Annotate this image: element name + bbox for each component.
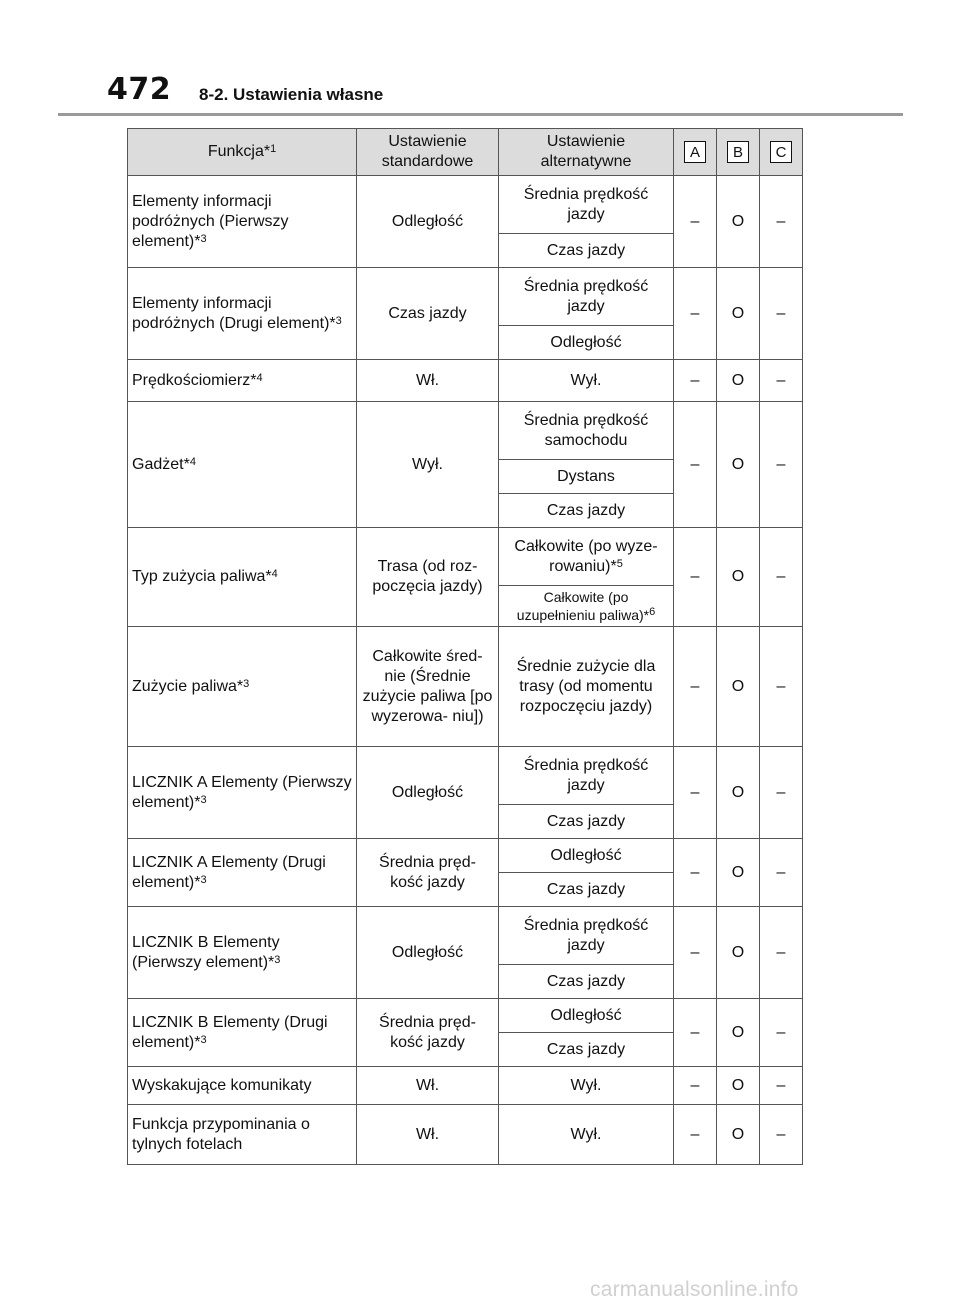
- header-function: Funkcja*$^1$: [128, 129, 357, 176]
- alternative-setting-cell: Średnia prędkość jazdy: [499, 176, 674, 234]
- label-c-icon: C: [770, 141, 792, 163]
- mark-cell-a: –: [674, 1067, 717, 1105]
- function-cell: Prędkościomierz*$^4$: [128, 360, 357, 402]
- label-a-icon: A: [684, 141, 706, 163]
- mark-cell-b: O: [717, 1067, 760, 1105]
- mark-cell-c: –: [760, 402, 803, 528]
- default-setting-cell: Odległość: [357, 907, 499, 999]
- mark-cell-c: –: [760, 268, 803, 360]
- page-number: 472: [107, 72, 172, 107]
- section-title: 8-2. Ustawienia własne: [199, 85, 384, 104]
- header-rule: [58, 113, 903, 116]
- table-row: [128, 402, 803, 460]
- mark-cell-a: –: [674, 176, 717, 268]
- alternative-setting-cell: Średnia prędkość samochodu: [499, 402, 674, 460]
- table-row: [128, 907, 803, 965]
- header-default-setting: Ustawienie standardowe: [357, 129, 499, 176]
- mark-cell-a: –: [674, 360, 717, 402]
- mark-cell-c: –: [760, 360, 803, 402]
- default-setting-cell: Średnia pręd- kość jazdy: [357, 999, 499, 1067]
- alternative-setting-cell: Wył.: [499, 360, 674, 402]
- function-cell: Elementy informacji podróżnych (Pierwszy element)*$^3$: [128, 176, 357, 268]
- alternative-setting-cell: Średnia prędkość jazdy: [499, 907, 674, 965]
- mark-cell-c: –: [760, 747, 803, 839]
- function-cell: LICZNIK A Elementy (Pierwszy element)*$^3$: [128, 747, 357, 839]
- function-cell: Elementy informacji podróżnych (Drugi element)*$^3$: [128, 268, 357, 360]
- watermark: carmanualsonline.info: [590, 1278, 799, 1301]
- default-setting-cell: Wł.: [357, 1105, 499, 1165]
- default-setting-cell: Odległość: [357, 747, 499, 839]
- alternative-setting-cell: Czas jazdy: [499, 965, 674, 999]
- default-setting-cell: Czas jazdy: [357, 268, 499, 360]
- mark-cell-b: O: [717, 402, 760, 528]
- default-setting-cell: Średnia pręd- kość jazdy: [357, 839, 499, 907]
- default-setting-cell: Trasa (od roz- poczęcia jazdy): [357, 528, 499, 627]
- alternative-setting-cell: Odległość: [499, 326, 674, 360]
- function-cell: Gadżet*$^4$: [128, 402, 357, 528]
- alternative-setting-cell: Średnie zużycie dla trasy (od momentu rozpoczęciu jazdy): [499, 627, 674, 747]
- mark-cell-c: –: [760, 907, 803, 999]
- mark-cell-c: –: [760, 839, 803, 907]
- mark-cell-a: –: [674, 1105, 717, 1165]
- default-setting-cell: Wł.: [357, 360, 499, 402]
- function-cell: LICZNIK B Elementy (Drugi element)*$^3$: [128, 999, 357, 1067]
- mark-cell-a: –: [674, 907, 717, 999]
- mark-cell-c: –: [760, 627, 803, 747]
- mark-cell-b: O: [717, 1105, 760, 1165]
- mark-cell-b: O: [717, 528, 760, 627]
- mark-cell-c: –: [760, 999, 803, 1067]
- mark-cell-b: O: [717, 268, 760, 360]
- mark-cell-a: –: [674, 999, 717, 1067]
- alternative-setting-cell: Odległość: [499, 999, 674, 1033]
- mark-cell-b: O: [717, 907, 760, 999]
- alternative-setting-cell: Średnia prędkość jazdy: [499, 268, 674, 326]
- mark-cell-a: –: [674, 747, 717, 839]
- alternative-setting-cell: Wył.: [499, 1105, 674, 1165]
- function-cell: Zużycie paliwa*$^3$: [128, 627, 357, 747]
- table-row: [128, 268, 803, 326]
- settings-table: [127, 128, 803, 1165]
- table-row: [128, 839, 803, 873]
- label-b-icon: B: [727, 141, 749, 163]
- alternative-setting-cell: Czas jazdy: [499, 494, 674, 528]
- default-setting-cell: Wł.: [357, 1067, 499, 1105]
- table-row: [128, 1105, 803, 1165]
- header-col-b: [717, 129, 760, 176]
- mark-cell-a: –: [674, 528, 717, 627]
- mark-cell-a: –: [674, 627, 717, 747]
- function-cell: Wyskakujące komunikaty: [128, 1067, 357, 1105]
- mark-cell-c: –: [760, 1067, 803, 1105]
- table-row: [128, 360, 803, 402]
- table-row: [128, 176, 803, 234]
- table-row: [128, 1067, 803, 1105]
- table-row: [128, 747, 803, 805]
- alternative-setting-cell: Wył.: [499, 1067, 674, 1105]
- alternative-setting-cell: Całkowite (po uzupełnieniu paliwa)*$^6$: [499, 586, 674, 627]
- function-cell: Typ zużycia paliwa*$^4$: [128, 528, 357, 627]
- alternative-setting-cell: Czas jazdy: [499, 234, 674, 268]
- header-col-a: [674, 129, 717, 176]
- mark-cell-b: O: [717, 747, 760, 839]
- alternative-setting-cell: Czas jazdy: [499, 805, 674, 839]
- mark-cell-a: –: [674, 268, 717, 360]
- function-cell: LICZNIK A Elementy (Drugi element)*$^3$: [128, 839, 357, 907]
- table-row: [128, 999, 803, 1033]
- table-row: [128, 627, 803, 747]
- default-setting-cell: Wył.: [357, 402, 499, 528]
- alternative-setting-cell: Całkowite (po wyze- rowaniu)*$^5$: [499, 528, 674, 586]
- mark-cell-a: –: [674, 839, 717, 907]
- alternative-setting-cell: Czas jazdy: [499, 1033, 674, 1067]
- mark-cell-c: –: [760, 1105, 803, 1165]
- alternative-setting-cell: Średnia prędkość jazdy: [499, 747, 674, 805]
- table-row: [128, 528, 803, 586]
- mark-cell-b: O: [717, 627, 760, 747]
- mark-cell-c: –: [760, 176, 803, 268]
- alternative-setting-cell: Dystans: [499, 460, 674, 494]
- mark-cell-b: O: [717, 839, 760, 907]
- mark-cell-a: –: [674, 402, 717, 528]
- mark-cell-c: –: [760, 528, 803, 627]
- default-setting-cell: Odległość: [357, 176, 499, 268]
- alternative-setting-cell: Odległość: [499, 839, 674, 873]
- default-setting-cell: Całkowite śred- nie (Średnie zużycie paliwa [po wyzerowa- niu]): [357, 627, 499, 747]
- mark-cell-b: O: [717, 360, 760, 402]
- mark-cell-b: O: [717, 999, 760, 1067]
- function-cell: Funkcja przypominania o tylnych fotelach: [128, 1105, 357, 1165]
- alternative-setting-cell: Czas jazdy: [499, 873, 674, 907]
- function-cell: LICZNIK B Elementy (Pierwszy element)*$^3$: [128, 907, 357, 999]
- mark-cell-b: O: [717, 176, 760, 268]
- table-header-row: [128, 129, 803, 176]
- header-alternative-setting: Ustawienie alternatywne: [499, 129, 674, 176]
- header-col-c: [760, 129, 803, 176]
